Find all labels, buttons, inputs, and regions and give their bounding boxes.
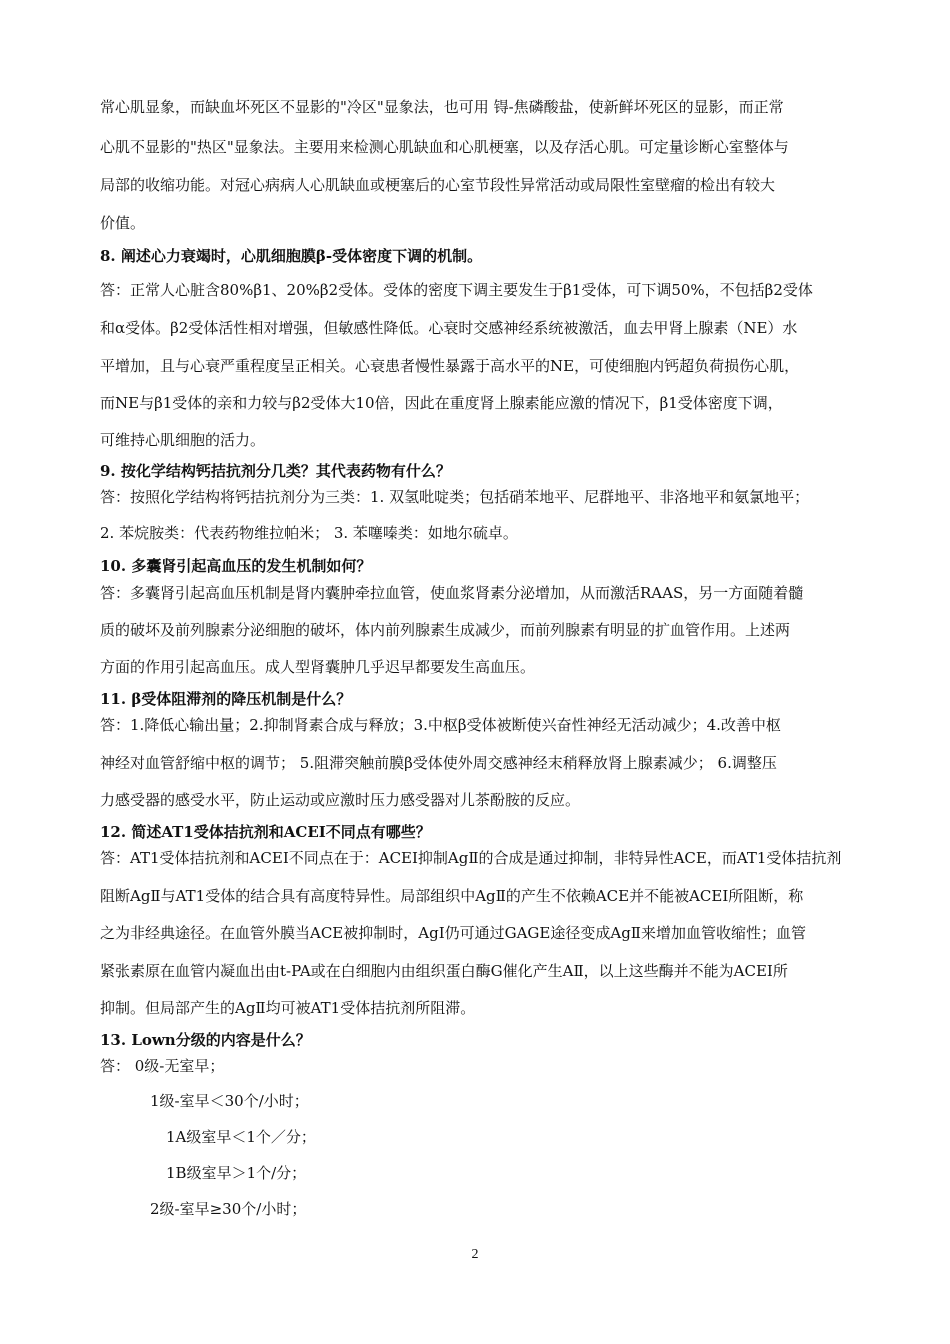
- answer-line: 和α受体。β2受体活性相对增强，但敏感性降低。心衰时交感神经系统被激活，血去甲肾上腺素（NE）水: [100, 319, 798, 337]
- question-heading: 10. 多囊肾引起高血压的发生机制如何？: [100, 557, 372, 575]
- answer-line: 之为非经典途径。在血管外膜当ACE被抑制时，AgⅠ仍可通过GAGE途径变成AgⅡ来增加血管收缩性；血管: [100, 924, 807, 942]
- paragraph-line: 心肌不显影的"热区"显象法。主要用来检测心肌缺血和心肌梗塞，以及存活心肌。可定量诊断心室整体与: [100, 138, 789, 156]
- list-item: 1B级室早＞1个/分；: [166, 1164, 307, 1182]
- question-heading: 12. 简述AT1受体拮抗剂和ACEI不同点有哪些？: [100, 823, 431, 841]
- answer-line: 质的破坏及前列腺素分泌细胞的破坏，体内前列腺素生成减少，而前列腺素有明显的扩血管作用。上述两: [100, 621, 791, 639]
- paragraph-line: 局部的收缩功能。对冠心病病人心肌缺血或梗塞后的心室节段性异常活动或局限性室壁瘤的检出有较大: [100, 176, 776, 194]
- answer-line: 紧张素原在血管内凝血出由t-PA或在白细胞内由组织蛋白酶G催化产生AⅡ，以上这些酶并不能为ACEI所: [100, 962, 788, 980]
- answer-line: 答：按照化学结构将钙拮抗剂分为三类：1. 双氢吡啶类；包括硝苯地平、尼群地平、非洛地平和氨氯地平；: [100, 488, 810, 506]
- question-heading: 13. Lown分级的内容是什么？: [100, 1031, 311, 1049]
- list-item: 1级-室早＜30个/小时；: [150, 1092, 309, 1110]
- answer-line: 抑制。但局部产生的AgⅡ均可被AT1受体拮抗剂所阻滞。: [100, 999, 476, 1017]
- answer-line: 方面的作用引起高血压。成人型肾囊肿几乎迟早都要发生高血压。: [100, 658, 536, 676]
- answer-line: 2. 苯烷胺类：代表药物维拉帕米； 3. 苯噻嗪类：如地尔硫卓。: [100, 524, 518, 542]
- answer-line: 力感受器的感受水平，防止运动或应激时压力感受器对儿茶酚胺的反应。: [100, 791, 581, 809]
- answer-line: 答：AT1受体拮抗剂和ACEI不同点在于：ACEI抑制AgⅡ的合成是通过抑制，非特异性ACE，而AT1受体拮抗剂: [100, 849, 842, 867]
- list-item: 2级-室早≥30个/小时；: [150, 1200, 307, 1218]
- answer-line: 答：1.降低心输出量；2.抑制肾素合成与释放；3.中枢β受体被断使兴奋性神经无活动减少；4.改善中枢: [100, 716, 781, 734]
- paragraph-line: 价值。: [100, 214, 146, 232]
- question-heading: 9. 按化学结构钙拮抗剂分几类？其代表药物有什么？: [100, 462, 451, 480]
- answer-line: 而NE与β1受体的亲和力较与β2受体大10倍，因此在重度肾上腺素能应激的情况下，β1受体密度下调，: [100, 394, 783, 412]
- answer-line: 答：多囊肾引起高血压机制是肾内囊肿牵拉血管，使血浆肾素分泌增加，从而激活RAAS，另一方面随着髓: [100, 584, 804, 602]
- answer-line: 平增加，且与心衰严重程度呈正相关。心衰患者慢性暴露于高水平的NE，可使细胞内钙超负荷损伤心肌，: [100, 357, 800, 375]
- answer-line: 阻断AgⅡ与AT1受体的结合具有高度特异性。局部组织中AgⅡ的产生不依赖ACE并不能被ACEI所阻断，称: [100, 887, 804, 905]
- answer-line: 答：正常人心脏含80%β1、20%β2受体。受体的密度下调主要发生于β1受体，可下调50%，不包括β2受体: [100, 281, 813, 299]
- answer-line: 答： 0级-无室早；: [100, 1057, 225, 1075]
- answer-line: 神经对血管舒缩中枢的调节； 5.阻滞突触前膜β受体使外周交感神经末稍释放肾上腺素减少； 6.调整压: [100, 754, 777, 772]
- question-heading: 11. β受体阻滞剂的降压机制是什么？: [100, 690, 352, 708]
- page-number: 2: [471, 1247, 479, 1262]
- answer-line: 可维持心肌细胞的活力。: [100, 431, 266, 449]
- question-heading: 8. 阐述心力衰竭时，心肌细胞膜β-受体密度下调的机制。: [100, 247, 483, 265]
- list-item: 1A级室早＜1个／分；: [166, 1128, 316, 1146]
- paragraph-line: 常心肌显象，而缺血坏死区不显影的"冷区"显象法，也可用 锝-焦磷酸盐，使新鲜坏死区的显影，而正常: [100, 98, 784, 116]
